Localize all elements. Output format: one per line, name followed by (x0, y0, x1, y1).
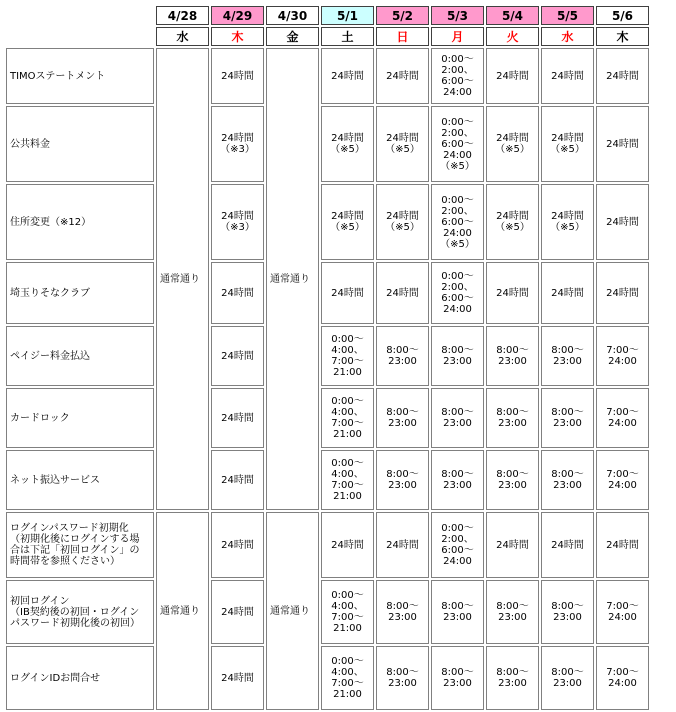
cell-text-line: 24時間 (221, 133, 254, 144)
cell-text-line: 23:00 (388, 612, 417, 623)
cell-text-line: （初期化後にログインする場 (10, 534, 140, 545)
cell-text-line: 0:00～ (441, 116, 474, 128)
cell-text-line: 2:00、 (441, 282, 474, 293)
cell-text-line: （※5） (550, 144, 585, 155)
date-header: 4/28 (156, 6, 209, 25)
cell-text-line: 0:00～ (331, 590, 364, 601)
cell-text-line: 7:00～ (606, 407, 639, 418)
service-row (6, 184, 649, 260)
hours-cell (376, 580, 429, 644)
cell-text-line: 4:00、 (331, 667, 364, 678)
service-row (6, 450, 649, 510)
cell-text-line: （※5） (550, 222, 585, 233)
cell-text-line: 24時間 (496, 70, 529, 82)
cell-text-line: 8:00～ (386, 469, 419, 480)
hours-cell (431, 450, 484, 510)
cell-text-line: （IB契約後の初回・ログイン (10, 606, 140, 618)
hours-cell (596, 48, 649, 104)
cell-text-line: 24:00 (608, 678, 637, 689)
cell-text-line: 8:00～ (496, 667, 529, 678)
hours-cell (596, 184, 649, 260)
service-name (6, 450, 154, 510)
service-name (6, 326, 154, 386)
cell-text-line: 24時間 (386, 539, 419, 551)
hours-cell (431, 646, 484, 710)
cell-text-line: 24時間 (331, 287, 364, 299)
cell-text-line: （※5） (440, 238, 475, 250)
normal-operation-cell: 通常通り (156, 512, 209, 710)
cell-text-line: 24時間 (386, 133, 419, 144)
cell-text-line: 8:00～ (551, 469, 584, 480)
cell-text-line: 23:00 (443, 678, 472, 689)
hours-cell (211, 512, 264, 578)
cell-text-line: 21:00 (333, 689, 362, 700)
service-row (6, 262, 649, 324)
cell-text-line: 23:00 (388, 418, 417, 429)
cell-text-line: 24時間 (386, 287, 419, 299)
cell-text-line: 24:00 (443, 227, 472, 239)
hours-cell (431, 106, 484, 182)
cell-text-line: 24時間 (386, 70, 419, 82)
cell-text-line: 24時間 (331, 133, 364, 144)
cell-text-line: 0:00～ (441, 54, 474, 65)
cell-text-line: 6:00～ (441, 76, 474, 87)
cell-text-line: 時間帯を参照ください） (10, 556, 120, 567)
cell-text-line: 24:00 (608, 418, 637, 429)
service-name (6, 646, 154, 710)
normal-operation-cell: 通常通り (266, 48, 319, 510)
cell-text-line: カードロック (10, 412, 70, 424)
cell-text-line: 24時間 (606, 287, 639, 299)
cell-text-line: ネット振込サービス (10, 474, 100, 486)
cell-text-line: 24時間 (221, 539, 254, 551)
cell-text-line: ログインパスワード初期化 (10, 523, 129, 534)
service-row (6, 646, 649, 710)
hours-cell (211, 450, 264, 510)
date-header: 5/2 (376, 6, 429, 25)
cell-text-line: 24:00 (608, 480, 637, 491)
hours-cell (596, 580, 649, 644)
hours-cell (376, 48, 429, 104)
hours-cell (431, 262, 484, 324)
hours-cell (541, 262, 594, 324)
holiday-service-hours-table (4, 4, 651, 712)
cell-text-line: 7:00～ (606, 667, 639, 678)
cell-text-line: 24時間 (221, 70, 254, 82)
cell-text-line: （※5） (385, 144, 420, 155)
normal-operation-cell: 通常通り (266, 512, 319, 710)
cell-text-line: 24時間 (331, 539, 364, 551)
cell-text-line: 8:00～ (441, 469, 474, 480)
service-row (6, 388, 649, 448)
cell-text-line: 8:00～ (386, 601, 419, 612)
cell-text-line: 24:00 (443, 556, 472, 567)
hours-cell (541, 184, 594, 260)
cell-text-line: 23:00 (443, 612, 472, 623)
date-header: 5/3 (431, 6, 484, 25)
date-header: 4/29 (211, 6, 264, 25)
cell-text-line: 8:00～ (551, 345, 584, 356)
cell-text-line: 23:00 (498, 612, 527, 623)
hours-cell (211, 388, 264, 448)
date-header: 5/4 (486, 6, 539, 25)
cell-text-line: （※5） (440, 160, 475, 172)
hours-cell (321, 580, 374, 644)
hours-cell (596, 326, 649, 386)
cell-text-line: 23:00 (388, 678, 417, 689)
hours-cell (596, 646, 649, 710)
hours-cell (321, 184, 374, 260)
hours-cell (541, 326, 594, 386)
cell-text-line: 8:00～ (386, 407, 419, 418)
weekday-header: 月 (431, 27, 484, 46)
service-name (6, 580, 154, 644)
hours-cell (321, 106, 374, 182)
hours-cell (321, 512, 374, 578)
weekday-header: 水 (156, 27, 209, 46)
cell-text-line: 23:00 (443, 356, 472, 367)
cell-text-line: 2:00、 (441, 127, 474, 139)
cell-text-line: 24時間 (221, 211, 254, 222)
cell-text-line: 23:00 (498, 678, 527, 689)
hours-cell (541, 106, 594, 182)
corner-blank (6, 6, 154, 46)
date-header: 5/5 (541, 6, 594, 25)
cell-text-line: 23:00 (443, 480, 472, 491)
hours-cell (211, 262, 264, 324)
cell-text-line: 公共料金 (10, 138, 50, 150)
weekday-header: 日 (376, 27, 429, 46)
cell-text-line: 8:00～ (496, 407, 529, 418)
hours-cell (211, 646, 264, 710)
hours-cell (486, 326, 539, 386)
hours-cell (541, 48, 594, 104)
cell-text-line: 4:00、 (331, 469, 364, 480)
cell-text-line: （※3） (220, 144, 255, 155)
cell-text-line: 24:00 (443, 87, 472, 98)
hours-cell (541, 580, 594, 644)
date-header: 5/6 (596, 6, 649, 25)
cell-text-line: 8:00～ (441, 407, 474, 418)
hours-cell (431, 512, 484, 578)
cell-text-line: ペイジー料金払込 (10, 350, 90, 362)
cell-text-line: 21:00 (333, 491, 362, 502)
hours-cell (596, 106, 649, 182)
hours-cell (541, 388, 594, 448)
hours-cell (211, 184, 264, 260)
cell-text-line: （※5） (330, 222, 365, 233)
cell-text-line: 8:00～ (386, 345, 419, 356)
cell-text-line: 7:00～ (331, 678, 364, 689)
cell-text-line: 24時間 (331, 211, 364, 222)
cell-text-line: 7:00～ (606, 345, 639, 356)
cell-text-line: 24時間 (221, 606, 254, 618)
cell-text-line: 8:00～ (496, 601, 529, 612)
cell-text-line: 24時間 (606, 70, 639, 82)
hours-cell (321, 262, 374, 324)
cell-text-line: 8:00～ (496, 345, 529, 356)
cell-text-line: 8:00～ (551, 667, 584, 678)
cell-text-line: 24時間 (496, 287, 529, 299)
cell-text-line: 24時間 (551, 133, 584, 144)
weekday-header: 土 (321, 27, 374, 46)
cell-text-line: 23:00 (498, 480, 527, 491)
hours-cell (431, 580, 484, 644)
hours-cell (211, 580, 264, 644)
cell-text-line: 24時間 (551, 70, 584, 82)
hours-cell (321, 646, 374, 710)
cell-text-line: （※5） (495, 222, 530, 233)
hours-cell (486, 580, 539, 644)
cell-text-line: 24時間 (551, 287, 584, 299)
cell-text-line: 7:00～ (331, 612, 364, 623)
cell-text-line: 7:00～ (606, 469, 639, 480)
cell-text-line: 合は下記「初回ログイン」の (10, 545, 140, 556)
service-row (6, 326, 649, 386)
cell-text-line: 24時間 (221, 350, 254, 362)
cell-text-line: 4:00、 (331, 345, 364, 356)
hours-cell (431, 326, 484, 386)
cell-text-line: 23:00 (553, 480, 582, 491)
cell-text-line: 7:00～ (606, 601, 639, 612)
hours-cell (211, 106, 264, 182)
cell-text-line: 6:00～ (441, 138, 474, 150)
cell-text-line: 8:00～ (441, 601, 474, 612)
hours-cell (376, 646, 429, 710)
service-name (6, 48, 154, 104)
hours-cell (376, 512, 429, 578)
cell-text-line: 21:00 (333, 429, 362, 440)
cell-text-line: 0:00～ (441, 271, 474, 282)
hours-cell (376, 388, 429, 448)
hours-cell (596, 262, 649, 324)
service-row (6, 48, 649, 104)
hours-cell (321, 48, 374, 104)
cell-text-line: 住所変更（※12） (10, 216, 92, 228)
cell-text-line: 24時間 (606, 138, 639, 150)
cell-text-line: 0:00～ (331, 458, 364, 469)
weekday-header: 火 (486, 27, 539, 46)
service-name (6, 106, 154, 182)
cell-text-line: 8:00～ (441, 345, 474, 356)
cell-text-line: 24:00 (443, 149, 472, 161)
cell-text-line: 24時間 (221, 474, 254, 486)
weekday-header: 木 (211, 27, 264, 46)
cell-text-line: 21:00 (333, 367, 362, 378)
cell-text-line: 6:00～ (441, 216, 474, 228)
service-name (6, 262, 154, 324)
cell-text-line: 8:00～ (386, 667, 419, 678)
cell-text-line: 0:00～ (441, 194, 474, 206)
cell-text-line: 埼玉りそなクラブ (10, 287, 90, 299)
cell-text-line: 24時間 (551, 539, 584, 551)
cell-text-line: 23:00 (553, 356, 582, 367)
cell-text-line: 23:00 (443, 418, 472, 429)
cell-text-line: 24時間 (551, 211, 584, 222)
service-name (6, 388, 154, 448)
hours-cell (211, 48, 264, 104)
hours-cell (321, 388, 374, 448)
cell-text-line: 7:00～ (331, 356, 364, 367)
cell-text-line: （※5） (330, 144, 365, 155)
date-header-row (6, 6, 649, 25)
cell-text-line: （※5） (495, 144, 530, 155)
cell-text-line: 0:00～ (331, 656, 364, 667)
cell-text-line: 8:00～ (441, 667, 474, 678)
hours-cell (431, 184, 484, 260)
hours-cell (486, 184, 539, 260)
weekday-header: 水 (541, 27, 594, 46)
cell-text-line: 23:00 (553, 418, 582, 429)
hours-cell (486, 388, 539, 448)
cell-text-line: 24:00 (443, 304, 472, 315)
cell-text-line: 24時間 (496, 133, 529, 144)
cell-text-line: 21:00 (333, 623, 362, 634)
hours-cell (376, 326, 429, 386)
cell-text-line: 0:00～ (331, 334, 364, 345)
cell-text-line: 4:00、 (331, 601, 364, 612)
hours-cell (541, 450, 594, 510)
cell-text-line: 6:00～ (441, 293, 474, 304)
normal-operation-cell: 通常通り (156, 48, 209, 510)
cell-text-line: 初回ログイン (10, 595, 70, 607)
cell-text-line: 2:00、 (441, 65, 474, 76)
service-row (6, 512, 649, 578)
cell-text-line: 23:00 (553, 612, 582, 623)
cell-text-line: 24時間 (496, 539, 529, 551)
hours-cell (596, 512, 649, 578)
weekday-header: 木 (596, 27, 649, 46)
hours-cell (486, 512, 539, 578)
cell-text-line: 0:00～ (441, 523, 474, 534)
cell-text-line: 24時間 (331, 70, 364, 82)
cell-text-line: 24時間 (221, 672, 254, 684)
cell-text-line: 7:00～ (331, 418, 364, 429)
cell-text-line: （※3） (220, 222, 255, 233)
date-header: 4/30 (266, 6, 319, 25)
cell-text-line: 2:00、 (441, 205, 474, 217)
hours-cell (321, 326, 374, 386)
cell-text-line: 23:00 (388, 480, 417, 491)
hours-cell (486, 450, 539, 510)
cell-text-line: 23:00 (553, 678, 582, 689)
date-header: 5/1 (321, 6, 374, 25)
service-name (6, 512, 154, 578)
hours-cell (541, 512, 594, 578)
hours-cell (376, 262, 429, 324)
cell-text-line: 24時間 (221, 412, 254, 424)
cell-text-line: 24:00 (608, 356, 637, 367)
cell-text-line: 8:00～ (551, 601, 584, 612)
cell-text-line: 23:00 (498, 356, 527, 367)
cell-text-line: TIMOステートメント (10, 70, 106, 82)
cell-text-line: 4:00、 (331, 407, 364, 418)
hours-cell (486, 646, 539, 710)
cell-text-line: 2:00、 (441, 534, 474, 545)
hours-cell (486, 48, 539, 104)
cell-text-line: （※5） (385, 222, 420, 233)
cell-text-line: 8:00～ (496, 469, 529, 480)
service-row (6, 580, 649, 644)
hours-cell (211, 326, 264, 386)
cell-text-line: ログインIDお問合せ (10, 672, 101, 684)
cell-text-line: 6:00～ (441, 545, 474, 556)
hours-cell (431, 48, 484, 104)
cell-text-line: 24時間 (606, 216, 639, 228)
cell-text-line: 24時間 (606, 539, 639, 551)
cell-text-line: 0:00～ (331, 396, 364, 407)
hours-cell (541, 646, 594, 710)
hours-cell (486, 262, 539, 324)
cell-text-line: 8:00～ (551, 407, 584, 418)
hours-cell (431, 388, 484, 448)
cell-text-line: 7:00～ (331, 480, 364, 491)
hours-cell (596, 388, 649, 448)
weekday-header: 金 (266, 27, 319, 46)
hours-cell (376, 184, 429, 260)
hours-cell (486, 106, 539, 182)
cell-text-line: パスワード初期化後の初回） (10, 617, 140, 629)
cell-text-line: 24時間 (496, 211, 529, 222)
cell-text-line: 24時間 (221, 287, 254, 299)
service-row (6, 106, 649, 182)
cell-text-line: 23:00 (498, 418, 527, 429)
cell-text-line: 24:00 (608, 612, 637, 623)
cell-text-line: 23:00 (388, 356, 417, 367)
hours-cell (376, 106, 429, 182)
service-name (6, 184, 154, 260)
hours-cell (376, 450, 429, 510)
hours-cell (321, 450, 374, 510)
hours-cell (596, 450, 649, 510)
cell-text-line: 24時間 (386, 211, 419, 222)
